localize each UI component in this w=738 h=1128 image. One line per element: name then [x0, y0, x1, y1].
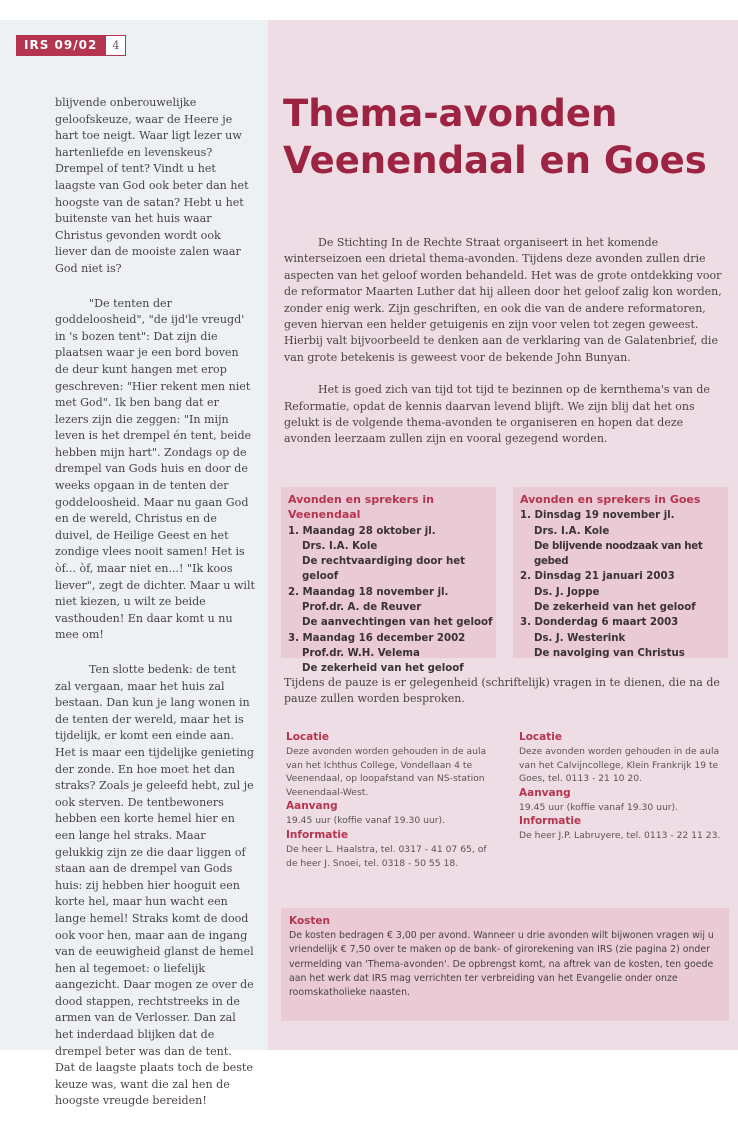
evening-speaker: Prof.dr. W.H. Velema	[302, 647, 420, 659]
costs-box	[281, 908, 729, 1021]
list-item	[288, 585, 496, 631]
left-article-continuation	[55, 95, 255, 1128]
evening-speaker: Ds. J. Westerink	[534, 632, 626, 644]
start-time-text: 19.45 uur (koffie vanaf 19.30 uur).	[519, 801, 679, 813]
evening-date: 1. Maandag 28 oktober jl.	[288, 525, 436, 537]
goes-program-list	[513, 508, 728, 661]
title-line-2: Veenendaal en Goes	[283, 139, 707, 182]
title-line-1: Thema-avonden	[283, 92, 618, 135]
list-item	[288, 524, 496, 585]
list-item	[520, 508, 728, 569]
evening-date: 2. Maandag 18 november jl.	[288, 586, 449, 598]
veenendaal-program-box	[281, 487, 496, 675]
article-title	[283, 90, 723, 184]
pause-note: Tijdens de pauze is er gelegenheid (schriftelijk) vragen in te dienen, die na de pauze zullen worden besproken.	[284, 676, 720, 706]
list-item	[288, 631, 496, 677]
goes-program-box	[513, 487, 728, 658]
start-time-text: 19.45 uur (koffie vanaf 19.30 uur).	[286, 815, 446, 827]
veenendaal-program-list	[281, 524, 496, 677]
evening-date: 3. Donderdag 6 maart 2003	[520, 617, 679, 629]
location-text: Deze avonden worden gehouden in de aula van het Calvijncollege, Klein Frankrijk 19 te Goes, tel. 0113 - 21 10 20.	[519, 746, 720, 785]
evening-topic: De navolging van Christus	[534, 647, 685, 659]
list-item	[520, 615, 728, 661]
evening-topic: De blijvende noodzaak van het gebed	[534, 540, 703, 568]
goes-location-info	[519, 730, 724, 843]
start-time-heading: Aanvang	[519, 786, 571, 799]
veenendaal-program-heading: Avonden en sprekers in Veenendaal	[288, 493, 434, 522]
issue-code: IRS 09/02	[16, 35, 105, 56]
costs-heading: Kosten	[289, 915, 331, 927]
start-time-heading: Aanvang	[286, 800, 338, 813]
location-text: Deze avonden worden gehouden in de aula van het Ichthus College, Vondellaan 4 te Veenendaal, op loopafstand van NS-station Veenendaal-West.	[286, 746, 487, 798]
evening-speaker: Ds. J. Joppe	[534, 586, 600, 598]
article-intro	[284, 235, 727, 464]
location-heading: Locatie	[519, 731, 562, 743]
evening-date: 2. Dinsdag 21 januari 2003	[520, 571, 675, 583]
evening-speaker: Prof.dr. A. de Reuver	[302, 602, 422, 614]
left-paragraph: blijvende onberouwelijke geloofskeuze, waar de Heere je hart toe neigt. Waar ligt lezer uw hartenliefde en levenskeus? Drempel of tent? Vindt u het laagste van God ook beter dan het hoogste van de satan? Hebt u het buitenste van het huis waar Christus gevonden wordt ook liever dan de mooiste zalen waar God niet is?	[55, 96, 249, 275]
evening-speaker: Drs. I.A. Kole	[302, 540, 378, 552]
intro-paragraph: Het is goed zich van tijd tot tijd te bezinnen op de kernthema's van de Reformatie, opdat de kennis daarvan levend blijft. We zijn blij dat het ons gelukt is de volgende thema-avonden te organiseren en hopen dat deze avonden leerzaam zullen zijn en vooral gezegend worden.	[284, 383, 710, 446]
evening-date: 3. Maandag 16 december 2002	[288, 632, 466, 644]
evening-date: 1. Dinsdag 19 november jl.	[520, 510, 675, 522]
evening-topic: De zekerheid van het geloof	[534, 602, 696, 614]
left-paragraph: Ten slotte bedenk: de tent zal vergaan, maar het huis zal bestaan. Dan kun je lang wonen in de tenten der wereld, maar het is tijdelijk, er komt een einde aan. Het is maar een tijdelijke genieting der zonde. En hoe moet het dan straks? Zoals je geleefd hebt, zul je ook sterven. De tentbewoners hebben een korte hemel hier en een lange hel straks. Maar gelukkig zijn ze die daar liggen of staan aan de drempel van Gods huis: zij hebben hier hooguit een korte hel, maar hun wacht een lange hemel! Straks komt de dood ook voor hen, maar aan de ingang van de eeuwigheid glanst de hemel hen al tegemoet: o liefelijk aangezicht. Daar mogen ze over de dood stappen, rechtstreeks in de armen van de Verlosser. Dan zal het inderdaad blijken dat de drempel beter was dan de tent. Dat de laagste plaats toch de beste keuze was, want die zal hen de hoogste vreugde bereiden!	[55, 663, 255, 1108]
page-number: 4	[105, 35, 126, 56]
evening-topic: De aanvechtingen van het geloof	[302, 617, 493, 629]
list-item	[520, 569, 728, 615]
left-paragraph: "De tenten der goddeloosheid", "de ijd'le vreugd' in 's bozen tent": Dat zijn die plaatsen waar je een bord boven de deur kunt hangen met erop geschreven: "Hier rekent men niet met God". Ik ben bang dat er lezers zijn die zeggen: "In mijn leven is het drempel én tent, beide hebben mijn hart". Zondags op de drempel van Gods huis en door de weeks opgaan in de tenten der goddeloosheid. Maar nu gaan God en de wereld, Christus en de duivel, de Heilige Geest en het zondige vlees nooit samen! Het is òf... òf, maar niet en...! "Ik koos liever", zegt de dichter. Maar u wilt niet kiezen, u wilt ze beide vasthouden! En daar komt u nu mee om!	[55, 296, 255, 642]
information-text: De heer L. Haalstra, tel. 0317 - 41 07 65, of de heer J. Snoei, tel. 0318 - 50 55 18.	[286, 843, 487, 869]
page-header	[16, 35, 126, 56]
information-text: De heer J.P. Labruyere, tel. 0113 - 22 11 23.	[519, 830, 721, 842]
evening-topic: De zekerheid van het geloof	[302, 663, 464, 675]
magazine-page	[0, 20, 738, 1108]
evening-topic: De rechtvaardiging door het geloof	[302, 556, 465, 583]
information-heading: Informatie	[519, 815, 582, 828]
location-heading: Locatie	[286, 731, 329, 743]
veenendaal-location-info	[286, 730, 491, 870]
intro-paragraph: De Stichting In de Rechte Straat organiseert in het komende winterseizoen een drietal thema-avonden. Tijdens deze avonden zullen drie aspecten van het geloof worden behandeld. Het was de grote ontdekking voor de reformator Maarten Luther dat hij alleen door het geloof zalig kon worden, zonder enig werk. Zijn geschriften, en ook die van de andere reformatoren, geven hiervan een helder getuigenis en zijn voor velen tot zegen geweest. Hierbij valt bijvoorbeeld te denken aan de verklaring van de Galatenbrief, die van grote betekenis is geweest voor de bekende John Bunyan.	[284, 236, 722, 364]
costs-text: De kosten bedragen € 3,00 per avond. Wanneer u drie avonden wilt bijwonen vragen wij u vriendelijk € 7,50 over te maken op de bank- of girorekening van IRS (zie pagina 2) onder vermelding van 'Thema-avonden'. De opbrengst komt, na aftrek van de kosten, ten goede aan het werk dat IRS mag verrichten ter verbreiding van het Evangelie onder onze roomskatholieke naasten.	[289, 930, 714, 999]
information-heading: Informatie	[286, 828, 349, 841]
goes-program-heading: Avonden en sprekers in Goes	[520, 493, 701, 506]
evening-speaker: Drs. I.A. Kole	[534, 525, 610, 537]
